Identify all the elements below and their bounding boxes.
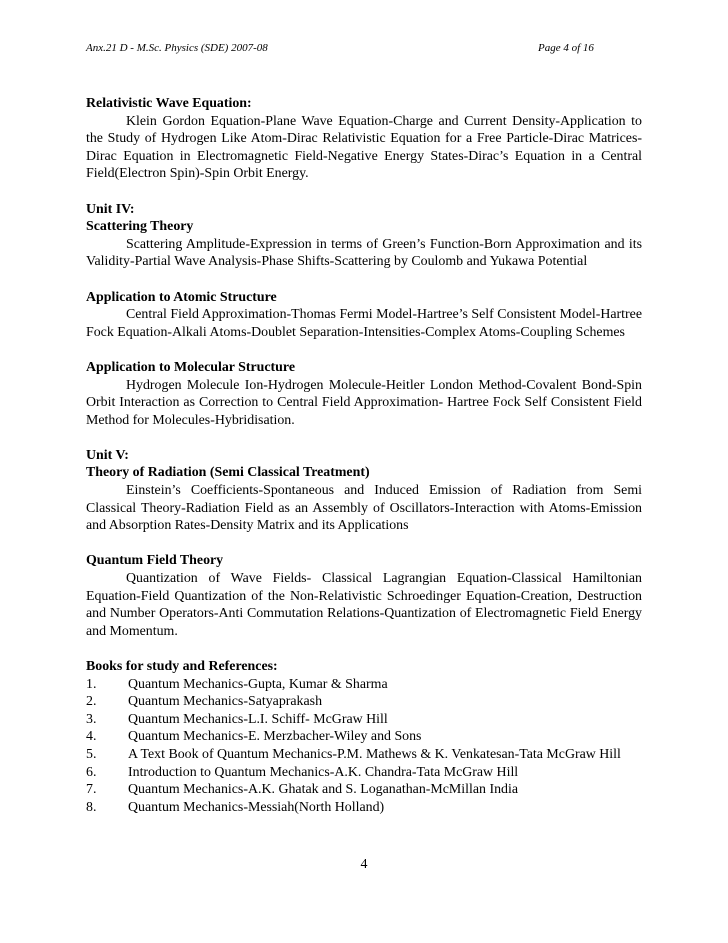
book-item [86, 728, 642, 746]
book-text: Quantum Mechanics-Messiah(North Holland) [128, 799, 385, 815]
book-number: 7. [86, 782, 97, 798]
book-text: Quantum Mechanics-E. Merzbacher-Wiley and Sons [128, 729, 422, 745]
book-item [86, 764, 642, 782]
book-item [86, 746, 642, 764]
book-number: 4. [86, 729, 97, 745]
book-number: 1. [86, 676, 97, 692]
page-number: 4 [360, 857, 368, 872]
book-number: 5. [86, 746, 97, 762]
header-page-indicator: Page 4 of 16 [538, 42, 594, 54]
book-text: Quantum Mechanics-Satyaprakash [128, 694, 323, 710]
document-body [86, 95, 642, 816]
section-title-scattering: Scattering Theory [86, 219, 194, 235]
section-body-atomic: Central Field Approximation-Thomas Fermi Model-Hartree’s Self Consistent Model-Hartree Fock Equation-Alkali Atoms-Doublet Separation-Intensities-Complex Atoms-Coupling Schemes [86, 307, 642, 340]
section-body-relativistic: Klein Gordon Equation-Plane Wave Equation-Charge and Current Density-Application to the Study of Hydrogen Like Atom-Dirac Relativistic Equation for a Free Particle-Dirac Matrices-Dirac Equation in Electromagnetic Field-Negative Energy States-Dirac’s Equation in a Central Field(Electron Spin)-Spin Orbit Energy. [86, 113, 642, 182]
unit-label-v: Unit V: [86, 447, 129, 463]
book-number: 6. [86, 764, 97, 780]
section-body-radiation: Einstein’s Coefficients-Spontaneous and Induced Emission of Radiation from Semi Classical Theory-Radiation Field as an Assembly of Oscillators-Interaction with Atoms-Emission and Absorption Rates-Density Matrix and its Applications [86, 483, 642, 534]
book-text: Introduction to Quantum Mechanics-A.K. Chandra-Tata McGraw Hill [128, 764, 519, 780]
books-title: Books for study and References: [86, 659, 278, 674]
section-body-scattering: Scattering Amplitude-Expression in terms of Green’s Function-Born Approximation and its Validity-Partial Wave Analysis-Phase Shifts-Scattering by Coulomb and Yukawa Potential [86, 236, 642, 270]
book-text: Quantum Mechanics-L.I. Schiff- McGraw Hill [128, 711, 388, 727]
book-text: Quantum Mechanics-A.K. Ghatak and S. Loganathan-McMillan India [128, 782, 518, 798]
section-body-qft: Quantization of Wave Fields- Classical Lagrangian Equation-Classical Hamiltonian Equation-Field Quantization of the Non-Relativistic Schroedinger Equation-Creation, Destruction and Number Operators-Anti Commutation Relations-Quantization of Electromagnetic Field Energy and Momentum. [86, 571, 642, 639]
book-text: A Text Book of Quantum Mechanics-P.M. Mathews & K. Venkatesan-Tata McGraw Hill [128, 746, 621, 762]
book-item [86, 781, 642, 799]
page-header [86, 42, 642, 58]
section-title-radiation: Theory of Radiation (Semi Classical Treatment) [86, 465, 370, 481]
section-body-molecular: Hydrogen Molecule Ion-Hydrogen Molecule-Heitler London Method-Covalent Bond-Spin Orbit Interaction as Correction to Central Field Approximation- Hartree Fock Self Consistent Field Method for Molecules-Hybridisation. [86, 377, 642, 428]
header-document-id: Anx.21 D - M.Sc. Physics (SDE) 2007-08 [86, 42, 268, 54]
book-item [86, 676, 642, 694]
section-title-qft: Quantum Field Theory [86, 553, 224, 569]
section-title-relativistic: Relativistic Wave Equation: [86, 96, 252, 111]
book-item [86, 711, 642, 729]
unit-label-iv: Unit IV: [86, 201, 135, 217]
book-number: 2. [86, 694, 97, 710]
book-item [86, 693, 642, 711]
section-title-atomic: Application to Atomic Structure [86, 289, 277, 305]
book-item [86, 799, 642, 817]
section-title-molecular: Application to Molecular Structure [86, 359, 295, 375]
book-number: 3. [86, 711, 97, 727]
book-text: Quantum Mechanics-Gupta, Kumar & Sharma [128, 676, 388, 692]
book-number: 8. [86, 799, 97, 815]
books-list [86, 676, 642, 817]
